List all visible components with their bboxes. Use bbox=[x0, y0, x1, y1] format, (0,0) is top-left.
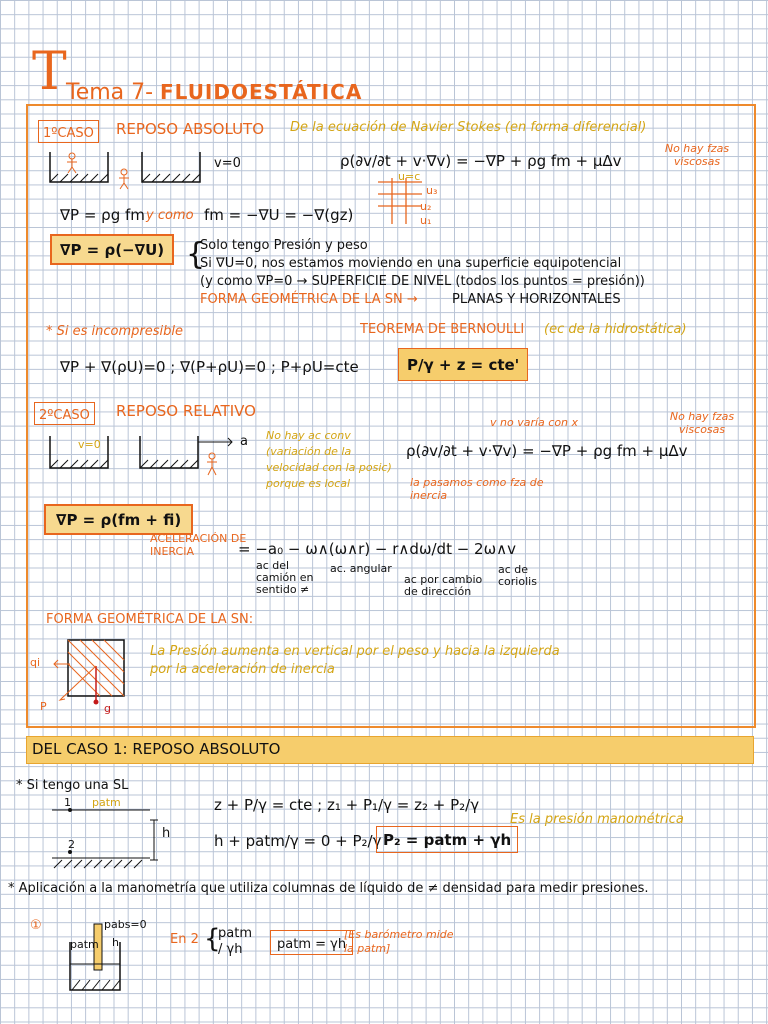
bullet-2: Si ∇U=0, nos estamos moviendo en una superficie equipotencial bbox=[200, 256, 622, 271]
acc-inercia-eq: = −a₀ − ω∧(ω∧r) − r∧dω/dt − 2ω∧v bbox=[238, 540, 517, 558]
mano-en2: En 2 bbox=[170, 932, 199, 947]
grad-p-eq: ∇P = ρg fm bbox=[60, 206, 145, 224]
como-text: y como bbox=[146, 208, 194, 223]
title-letter: T bbox=[32, 42, 67, 102]
case2-no-forces: No hay fzas viscosas bbox=[669, 410, 735, 436]
sl-patm: patm bbox=[92, 796, 121, 809]
page-title: FLUIDOESTÁTICA bbox=[160, 80, 363, 104]
case1-label-box bbox=[38, 120, 99, 143]
case1-tanks-drawing bbox=[48, 150, 218, 190]
bullet-1: Solo tengo Presión y peso bbox=[200, 238, 368, 253]
acc-inercia-label: ACELERACIÓN DE INERCIA bbox=[150, 532, 247, 558]
sl-eq1: z + P/γ = cte ; z₁ + P₁/γ = z₂ + P₂/γ bbox=[214, 796, 480, 814]
mano-brace: { bbox=[204, 924, 221, 954]
sl-box-eq: P₂ = patm + γh bbox=[383, 831, 512, 849]
bernoulli-note: (ec de la hidrostática) bbox=[544, 322, 687, 337]
case2-boxed-box bbox=[44, 504, 193, 535]
case2-label-box bbox=[34, 402, 95, 425]
case1-no-forces: No hay fzas viscosas bbox=[664, 142, 730, 168]
qi-label: qi bbox=[30, 656, 41, 669]
case2-boxed-eq: ∇P = ρ(fm + fi) bbox=[56, 511, 182, 529]
mano-box-eq: patm = γh bbox=[277, 937, 347, 952]
case2-name: REPOSO RELATIVO bbox=[116, 402, 256, 420]
pressure-note-2: por la aceleración de inercia bbox=[150, 662, 335, 677]
p-label: P bbox=[40, 700, 47, 713]
sl-point-2: 2 bbox=[68, 838, 75, 851]
brace: { bbox=[186, 237, 206, 272]
sl-note: Es la presión manométrica bbox=[510, 812, 684, 827]
case1-v-eq: v=0 bbox=[214, 156, 241, 171]
bernoulli-box-eq: P/γ + z = cte' bbox=[407, 356, 520, 374]
bernoulli-derivation: ∇P + ∇(ρU)=0 ; ∇(P+ρU)=0 ; P+ρU=cte bbox=[60, 358, 359, 376]
pressure-note-1: La Presión aumenta en vertical por el peso y hacia la izquierda bbox=[150, 644, 560, 659]
u-label-1: u₁ bbox=[420, 214, 432, 227]
mano-pabs: pabs=0 bbox=[104, 918, 147, 931]
fm-def-eq: fm = −∇U = −∇(gz) bbox=[204, 206, 354, 224]
case2-no-acc: No hay ac conv (variación de la velocidad con la posic) porque es local bbox=[266, 429, 392, 490]
u-label-top: u=c bbox=[398, 170, 421, 183]
bernoulli-title: TEOREMA DE BERNOULLI bbox=[360, 322, 525, 337]
sn-diagram bbox=[40, 636, 150, 716]
mano-h: h bbox=[112, 936, 119, 949]
sl-eq2: h + patm/γ = 0 + P₂/γ bbox=[214, 832, 382, 850]
case1-name: REPOSO ABSOLUTO bbox=[116, 120, 265, 138]
sl-h: h bbox=[162, 826, 171, 841]
bullet-4b: PLANAS Y HORIZONTALES bbox=[452, 292, 621, 307]
mano-brace-content: patm / γh bbox=[218, 926, 252, 957]
acc-note-2: ac. angular bbox=[330, 562, 392, 575]
bullet-4a: FORMA GEOMÉTRICA DE LA SN → bbox=[200, 292, 418, 307]
case2-v-eq: v=0 bbox=[78, 438, 101, 451]
sl-point-1: 1 bbox=[64, 796, 71, 809]
sl-diagram bbox=[50, 800, 170, 870]
u-label-2: u₂ bbox=[420, 200, 432, 213]
mano-num: ① bbox=[30, 918, 42, 933]
section-header: DEL CASO 1: REPOSO ABSOLUTO bbox=[32, 740, 281, 758]
case2-note-top: v no varía con x bbox=[490, 416, 579, 429]
case2-acc-a: a bbox=[240, 434, 248, 449]
acc-note-3: ac por cambio de dirección bbox=[404, 573, 483, 598]
forma-title: FORMA GEOMÉTRICA DE LA SN: bbox=[46, 612, 254, 627]
sl-box bbox=[376, 826, 518, 853]
case1-boxed-eq: ∇P = ρ(−∇U) bbox=[60, 241, 165, 259]
case2-pasamos: la pasamos como fza de inercia bbox=[410, 476, 544, 502]
bernoulli-box bbox=[398, 348, 528, 381]
case2-navier-eq: ρ(∂v/∂t + v·∇v) = −∇P + ρg fm + μΔv bbox=[406, 442, 688, 460]
mano-box bbox=[270, 930, 353, 955]
mano-patm: patm bbox=[70, 938, 99, 951]
acc-note-1: ac del camión en sentido ≠ bbox=[256, 559, 314, 596]
case1-navier-eq: ρ(∂v/∂t + v·∇v) = −∇P + ρg fm + μΔv bbox=[340, 152, 622, 170]
mano-text: * Aplicación a la manometría que utiliza columnas de líquido de ≠ densidad para medir presiones. bbox=[8, 881, 649, 896]
g-label: g bbox=[104, 702, 111, 715]
incomp-text: * Si es incompresible bbox=[46, 324, 183, 339]
u-label-3: u₃ bbox=[426, 184, 438, 197]
sl-text: * Si tengo una SL bbox=[16, 778, 129, 793]
page-title-prefix: Tema 7- bbox=[66, 80, 154, 105]
mano-note: [Es barómetro mide la patm] bbox=[344, 928, 454, 955]
case1-label: 1ºCASO bbox=[43, 126, 94, 141]
case1-note: De la ecuación de Navier Stokes (en forma diferencial) bbox=[290, 120, 647, 135]
case1-boxed-eq-box bbox=[50, 234, 174, 265]
mano-diagram bbox=[60, 920, 140, 1000]
case2-label: 2ºCASO bbox=[39, 408, 90, 423]
bullet-3: (y como ∇P=0 → SUPERFICIE DE NIVEL (todos los puntos = presión)) bbox=[200, 274, 645, 289]
acc-note-4: ac de coriolis bbox=[498, 563, 537, 588]
